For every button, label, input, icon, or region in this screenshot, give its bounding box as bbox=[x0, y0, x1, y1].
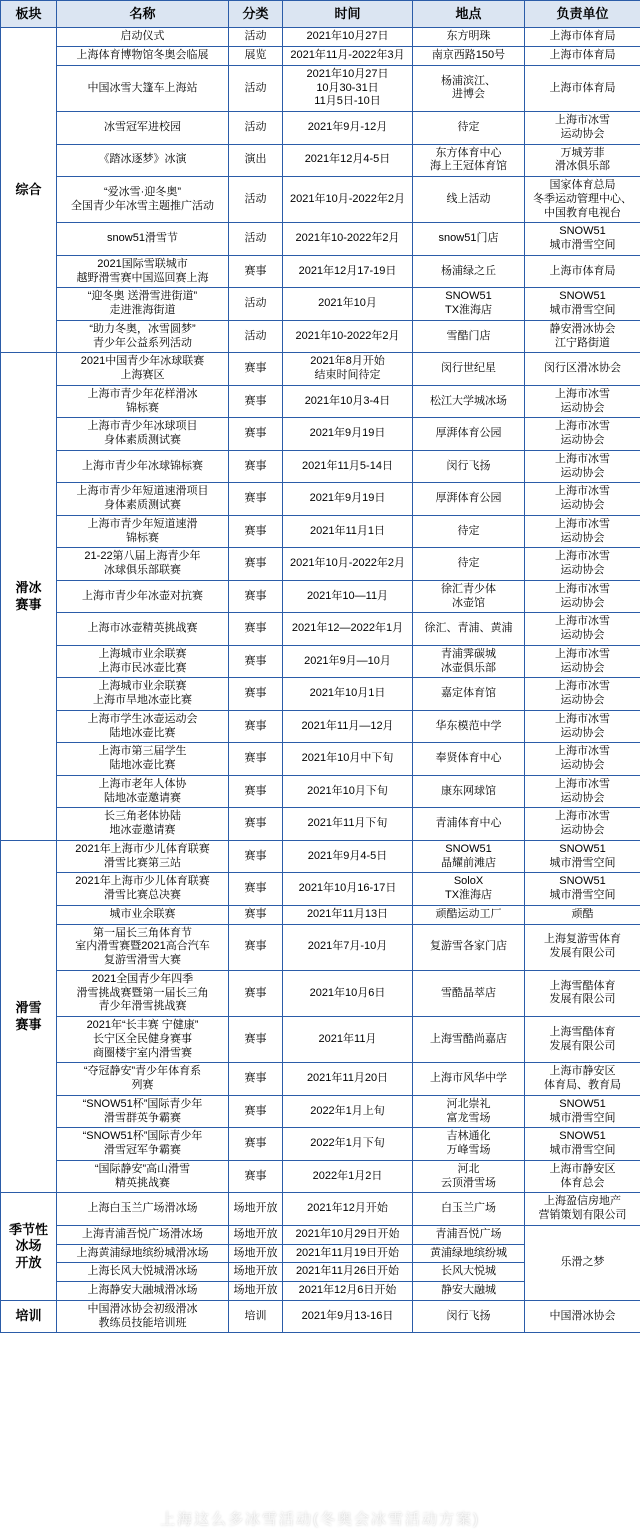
event-place-cell: 闵行飞扬 bbox=[413, 450, 525, 483]
event-category-cell: 场地开放 bbox=[229, 1263, 283, 1282]
event-name-cell: 城市业余联赛 bbox=[57, 905, 229, 924]
event-place-cell: 杨浦滨江、 进博会 bbox=[413, 65, 525, 111]
table-row bbox=[1, 1225, 640, 1244]
event-organizer-cell: 上海市冰雪 运动协会 bbox=[525, 775, 640, 808]
event-organizer-cell: 闵行区滑冰协会 bbox=[525, 353, 640, 386]
event-organizer-cell: 上海市冰雪 运动协会 bbox=[525, 450, 640, 483]
event-place-cell: 待定 bbox=[413, 515, 525, 548]
table-row bbox=[1, 1160, 640, 1193]
event-time-cell: 2021年11月—12月 bbox=[283, 710, 413, 743]
event-category-cell: 场地开放 bbox=[229, 1225, 283, 1244]
event-name-cell: 第一届长三角体育节 室内滑雪赛暨2021高合汽车 复游雪滑雪大赛 bbox=[57, 924, 229, 970]
table-row bbox=[1, 580, 640, 613]
event-category-cell: 赛事 bbox=[229, 808, 283, 841]
event-place-cell: 雪酷晶萃店 bbox=[413, 970, 525, 1016]
event-category-cell: 赛事 bbox=[229, 483, 283, 516]
event-name-cell: “SNOW51杯”国际青少年 滑雪冠军争霸赛 bbox=[57, 1128, 229, 1161]
event-time-cell: 2021年10-2022年2月 bbox=[283, 223, 413, 256]
event-name-cell: 上海静安大融城滑冰场 bbox=[57, 1282, 229, 1301]
event-place-cell: 厚湃体育公园 bbox=[413, 418, 525, 451]
event-time-cell: 2021年10月中下旬 bbox=[283, 743, 413, 776]
event-name-cell: 上海市青少年短道速滑 锦标赛 bbox=[57, 515, 229, 548]
header-time: 时间 bbox=[283, 1, 413, 28]
table-row bbox=[1, 1063, 640, 1096]
event-category-cell: 赛事 bbox=[229, 1128, 283, 1161]
event-place-cell: 嘉定体育馆 bbox=[413, 678, 525, 711]
table-row bbox=[1, 320, 640, 353]
event-organizer-cell: 上海市冰雪 运动协会 bbox=[525, 515, 640, 548]
event-category-cell: 赛事 bbox=[229, 1063, 283, 1096]
event-organizer-cell: 上海复游雪体育 发展有限公司 bbox=[525, 924, 640, 970]
event-name-cell: “国际静安”高山滑雪 精英挑战赛 bbox=[57, 1160, 229, 1193]
event-place-cell: 上海市风华中学 bbox=[413, 1063, 525, 1096]
event-name-cell: 中国冰雪大篷车上海站 bbox=[57, 65, 229, 111]
event-name-cell: 2021年上海市少儿体育联赛 滑雪比赛第三站 bbox=[57, 840, 229, 873]
event-name-cell: “迎冬奥 送滑雪进街道” 走进淮海街道 bbox=[57, 288, 229, 321]
event-time-cell: 2021年10月 bbox=[283, 288, 413, 321]
event-category-cell: 活动 bbox=[229, 177, 283, 223]
event-category-cell: 场地开放 bbox=[229, 1244, 283, 1263]
event-name-cell: 启动仪式 bbox=[57, 28, 229, 47]
event-organizer-cell: 上海市冰雪 运动协会 bbox=[525, 743, 640, 776]
event-time-cell: 2021年8月开始 结束时间待定 bbox=[283, 353, 413, 386]
event-category-cell: 赛事 bbox=[229, 1160, 283, 1193]
event-time-cell: 2021年11月-2022年3月 bbox=[283, 47, 413, 66]
table-row bbox=[1, 450, 640, 483]
event-category-cell: 演出 bbox=[229, 144, 283, 177]
event-time-cell: 2021年9月19日 bbox=[283, 418, 413, 451]
table-row bbox=[1, 743, 640, 776]
table-row bbox=[1, 548, 640, 581]
event-time-cell: 2021年10月16-17日 bbox=[283, 873, 413, 906]
event-name-cell: “夺冠静安”青少年体育系 列赛 bbox=[57, 1063, 229, 1096]
event-name-cell: 长三角老体协陆 地冰壶邀请赛 bbox=[57, 808, 229, 841]
event-place-cell: 奉贤体育中心 bbox=[413, 743, 525, 776]
board-cell: 培训 bbox=[1, 1300, 57, 1333]
table-body bbox=[1, 28, 640, 1333]
event-category-cell: 场地开放 bbox=[229, 1193, 283, 1226]
event-place-cell: 顽酷运动工厂 bbox=[413, 905, 525, 924]
event-organizer-cell: 中国滑冰协会 bbox=[525, 1300, 640, 1333]
event-place-cell: 雪酷门店 bbox=[413, 320, 525, 353]
event-category-cell: 赛事 bbox=[229, 970, 283, 1016]
event-organizer-cell: 上海市冰雪 运动协会 bbox=[525, 580, 640, 613]
board-cell: 季节性 冰场 开放 bbox=[1, 1193, 57, 1301]
event-name-cell: 上海青浦吾悦广场滑冰场 bbox=[57, 1225, 229, 1244]
event-place-cell: snow51门店 bbox=[413, 223, 525, 256]
event-place-cell: 河北崇礼 富龙雪场 bbox=[413, 1095, 525, 1128]
event-name-cell: 上海市第三届学生 陆地冰壶比赛 bbox=[57, 743, 229, 776]
table-row bbox=[1, 223, 640, 256]
event-time-cell: 2022年1月2日 bbox=[283, 1160, 413, 1193]
event-name-cell: 上海城市业余联赛 上海市民冰壶比赛 bbox=[57, 645, 229, 678]
header-organizer: 负责单位 bbox=[525, 1, 640, 28]
event-time-cell: 2021年10月下旬 bbox=[283, 775, 413, 808]
event-time-cell: 2021年10月27日 10月30-31日 11月5日-10日 bbox=[283, 65, 413, 111]
event-place-cell: 青浦体育中心 bbox=[413, 808, 525, 841]
event-time-cell: 2021年7月-10月 bbox=[283, 924, 413, 970]
event-name-cell: 2021国际雪联城市 越野滑雪赛中国巡回赛上海 bbox=[57, 255, 229, 288]
event-place-cell: 白玉兰广场 bbox=[413, 1193, 525, 1226]
event-place-cell: 青浦吾悦广场 bbox=[413, 1225, 525, 1244]
event-organizer-cell: 上海市冰雪 运动协会 bbox=[525, 808, 640, 841]
event-organizer-cell: 上海市冰雪 运动协会 bbox=[525, 548, 640, 581]
event-organizer-cell: SNOW51 城市滑雪空间 bbox=[525, 1095, 640, 1128]
table-row bbox=[1, 47, 640, 66]
event-place-cell: 厚湃体育公园 bbox=[413, 483, 525, 516]
event-name-cell: 上海黄浦绿地缤纷城滑冰场 bbox=[57, 1244, 229, 1263]
event-organizer-cell: 上海市体育局 bbox=[525, 255, 640, 288]
event-organizer-cell: 上海雪酷体育 发展有限公司 bbox=[525, 1017, 640, 1063]
event-organizer-cell: SNOW51 城市滑雪空间 bbox=[525, 840, 640, 873]
event-time-cell: 2021年10—11月 bbox=[283, 580, 413, 613]
event-time-cell: 2021年11月19日开始 bbox=[283, 1244, 413, 1263]
event-time-cell: 2021年11月20日 bbox=[283, 1063, 413, 1096]
header-row bbox=[1, 1, 640, 28]
table-row bbox=[1, 613, 640, 646]
event-time-cell: 2021年10月6日 bbox=[283, 970, 413, 1016]
event-category-cell: 赛事 bbox=[229, 418, 283, 451]
event-time-cell: 2021年12月开始 bbox=[283, 1193, 413, 1226]
event-time-cell: 2021年12月6日开始 bbox=[283, 1282, 413, 1301]
event-place-cell: 东方体育中心 海上王冠体育馆 bbox=[413, 144, 525, 177]
event-place-cell: 东方明珠 bbox=[413, 28, 525, 47]
event-time-cell: 2021年12月17-19日 bbox=[283, 255, 413, 288]
event-place-cell: 徐汇、青浦、黄浦 bbox=[413, 613, 525, 646]
event-category-cell: 赛事 bbox=[229, 580, 283, 613]
table-row bbox=[1, 28, 640, 47]
event-organizer-cell: SNOW51 城市滑雪空间 bbox=[525, 223, 640, 256]
event-category-cell: 赛事 bbox=[229, 678, 283, 711]
event-category-cell: 活动 bbox=[229, 223, 283, 256]
event-organizer-cell: 上海市体育局 bbox=[525, 65, 640, 111]
event-name-cell: 上海市青少年冰球锦标赛 bbox=[57, 450, 229, 483]
event-name-cell: 冰雪冠军进校园 bbox=[57, 112, 229, 145]
table-header bbox=[1, 1, 640, 28]
event-organizer-cell: 静安滑冰协会 江宁路街道 bbox=[525, 320, 640, 353]
table-row bbox=[1, 353, 640, 386]
event-category-cell: 赛事 bbox=[229, 710, 283, 743]
event-category-cell: 赛事 bbox=[229, 840, 283, 873]
event-name-cell: 上海长风大悦城滑冰场 bbox=[57, 1263, 229, 1282]
event-organizer-cell: 上海雪酷体育 发展有限公司 bbox=[525, 970, 640, 1016]
event-name-cell: 上海市青少年冰壶对抗赛 bbox=[57, 580, 229, 613]
event-category-cell: 赛事 bbox=[229, 353, 283, 386]
header-category: 分类 bbox=[229, 1, 283, 28]
table-row bbox=[1, 1193, 640, 1226]
event-place-cell: 待定 bbox=[413, 112, 525, 145]
table-row bbox=[1, 483, 640, 516]
event-category-cell: 活动 bbox=[229, 112, 283, 145]
event-time-cell: 2021年12月4-5日 bbox=[283, 144, 413, 177]
event-name-cell: 上海市老年人体协 陆地冰壶邀请赛 bbox=[57, 775, 229, 808]
table-row bbox=[1, 1095, 640, 1128]
event-time-cell: 2021年11月26日开始 bbox=[283, 1263, 413, 1282]
event-name-cell: 上海体育博物馆冬奥会临展 bbox=[57, 47, 229, 66]
table-row bbox=[1, 385, 640, 418]
event-time-cell: 2022年1月下旬 bbox=[283, 1128, 413, 1161]
event-category-cell: 赛事 bbox=[229, 775, 283, 808]
event-category-cell: 培训 bbox=[229, 1300, 283, 1333]
event-name-cell: 《踏冰逐梦》冰演 bbox=[57, 144, 229, 177]
event-time-cell: 2021年9月13-16日 bbox=[283, 1300, 413, 1333]
event-place-cell: 闵行世纪星 bbox=[413, 353, 525, 386]
table-row bbox=[1, 873, 640, 906]
table-row bbox=[1, 1017, 640, 1063]
event-time-cell: 2021年9月-12月 bbox=[283, 112, 413, 145]
event-category-cell: 赛事 bbox=[229, 645, 283, 678]
header-place: 地点 bbox=[413, 1, 525, 28]
event-time-cell: 2021年10月-2022年2月 bbox=[283, 177, 413, 223]
event-category-cell: 展览 bbox=[229, 47, 283, 66]
table-row bbox=[1, 144, 640, 177]
event-place-cell: SNOW51 晶耀前滩店 bbox=[413, 840, 525, 873]
table-row bbox=[1, 645, 640, 678]
event-organizer-cell: 上海市冰雪 运动协会 bbox=[525, 678, 640, 711]
table-row bbox=[1, 678, 640, 711]
event-place-cell: SNOW51 TX淮海店 bbox=[413, 288, 525, 321]
event-place-cell: 静安大融城 bbox=[413, 1282, 525, 1301]
event-category-cell: 活动 bbox=[229, 288, 283, 321]
event-organizer-cell: 上海市静安区 体育局、教育局 bbox=[525, 1063, 640, 1096]
event-place-cell: 长风大悦城 bbox=[413, 1263, 525, 1282]
event-organizer-cell: 上海市体育局 bbox=[525, 28, 640, 47]
event-name-cell: 2021年“长丰赛 宁健康” 长宁区全民健身赛事 商圈楼宇室内滑雪赛 bbox=[57, 1017, 229, 1063]
event-organizer-cell: 乐滑之梦 bbox=[525, 1225, 640, 1300]
board-cell: 综合 bbox=[1, 28, 57, 353]
event-name-cell: 上海白玉兰广场滑冰场 bbox=[57, 1193, 229, 1226]
event-category-cell: 赛事 bbox=[229, 515, 283, 548]
event-organizer-cell: 上海市冰雪 运动协会 bbox=[525, 613, 640, 646]
table-row bbox=[1, 418, 640, 451]
event-category-cell: 活动 bbox=[229, 65, 283, 111]
event-time-cell: 2021年11月下旬 bbox=[283, 808, 413, 841]
event-name-cell: 上海市青少年冰球项目 身体素质测试赛 bbox=[57, 418, 229, 451]
event-time-cell: 2021年10月3-4日 bbox=[283, 385, 413, 418]
event-place-cell: 黄浦绿地缤纷城 bbox=[413, 1244, 525, 1263]
event-organizer-cell: 上海市冰雪 运动协会 bbox=[525, 112, 640, 145]
table-row bbox=[1, 808, 640, 841]
table-row bbox=[1, 710, 640, 743]
event-place-cell: 杨浦绿之丘 bbox=[413, 255, 525, 288]
table-row bbox=[1, 970, 640, 1016]
event-name-cell: 上海市学生冰壶运动会 陆地冰壶比赛 bbox=[57, 710, 229, 743]
event-organizer-cell: 上海市冰雪 运动协会 bbox=[525, 483, 640, 516]
event-category-cell: 赛事 bbox=[229, 924, 283, 970]
event-place-cell: 青浦霁碳城 冰壶俱乐部 bbox=[413, 645, 525, 678]
event-category-cell: 活动 bbox=[229, 320, 283, 353]
event-place-cell: 华东模范中学 bbox=[413, 710, 525, 743]
event-category-cell: 赛事 bbox=[229, 1017, 283, 1063]
event-place-cell: 河北 云顶滑雪场 bbox=[413, 1160, 525, 1193]
table-row bbox=[1, 840, 640, 873]
event-organizer-cell: 上海市静安区 体育总会 bbox=[525, 1160, 640, 1193]
event-organizer-cell: SNOW51 城市滑雪空间 bbox=[525, 1128, 640, 1161]
event-category-cell: 赛事 bbox=[229, 873, 283, 906]
event-name-cell: 上海市冰壶精英挑战赛 bbox=[57, 613, 229, 646]
event-place-cell: 上海雪酷尚嘉店 bbox=[413, 1017, 525, 1063]
table-row bbox=[1, 65, 640, 111]
event-time-cell: 2021年10月-2022年2月 bbox=[283, 548, 413, 581]
header-board: 板块 bbox=[1, 1, 57, 28]
event-name-cell: 2021全国青少年四季 滑雪挑战赛暨第一届长三角 青少年滑雪挑战赛 bbox=[57, 970, 229, 1016]
event-time-cell: 2021年10月1日 bbox=[283, 678, 413, 711]
event-organizer-cell: 上海市冰雪 运动协会 bbox=[525, 418, 640, 451]
event-organizer-cell: 上海市冰雪 运动协会 bbox=[525, 645, 640, 678]
event-name-cell: 中国滑冰协会初级滑冰 教练员技能培训班 bbox=[57, 1300, 229, 1333]
watermark-text: 上海这么多冰雪活动(冬奥会冰雪活动方案) bbox=[160, 1511, 480, 1528]
event-time-cell: 2021年10-2022年2月 bbox=[283, 320, 413, 353]
event-name-cell: “SNOW51杯”国际青少年 滑雪群英争霸赛 bbox=[57, 1095, 229, 1128]
table-row bbox=[1, 255, 640, 288]
event-name-cell: 21-22第八届上海青少年 冰球俱乐部联赛 bbox=[57, 548, 229, 581]
event-name-cell: “助力冬奥，冰雪圆梦” 青少年公益系列活动 bbox=[57, 320, 229, 353]
event-category-cell: 赛事 bbox=[229, 905, 283, 924]
event-organizer-cell: 上海市体育局 bbox=[525, 47, 640, 66]
event-place-cell: 徐汇青少体 冰壶馆 bbox=[413, 580, 525, 613]
table-row bbox=[1, 905, 640, 924]
event-name-cell: 2021中国青少年冰球联赛 上海赛区 bbox=[57, 353, 229, 386]
event-organizer-cell: 国家体育总局 冬季运动管理中心、 中国教育电视台 bbox=[525, 177, 640, 223]
event-place-cell: 线上活动 bbox=[413, 177, 525, 223]
event-time-cell: 2021年11月1日 bbox=[283, 515, 413, 548]
event-time-cell: 2021年12—2022年1月 bbox=[283, 613, 413, 646]
event-organizer-cell: 上海市冰雪 运动协会 bbox=[525, 710, 640, 743]
event-place-cell: 松江大学城冰场 bbox=[413, 385, 525, 418]
event-name-cell: 上海市青少年花样滑冰 锦标赛 bbox=[57, 385, 229, 418]
event-organizer-cell: SNOW51 城市滑雪空间 bbox=[525, 873, 640, 906]
event-organizer-cell: 顽酷 bbox=[525, 905, 640, 924]
table-row bbox=[1, 924, 640, 970]
event-category-cell: 赛事 bbox=[229, 255, 283, 288]
table-row bbox=[1, 288, 640, 321]
event-category-cell: 赛事 bbox=[229, 450, 283, 483]
event-time-cell: 2022年1月上旬 bbox=[283, 1095, 413, 1128]
table-row bbox=[1, 1300, 640, 1333]
event-name-cell: 上海城市业余联赛 上海市旱地冰壶比赛 bbox=[57, 678, 229, 711]
event-category-cell: 活动 bbox=[229, 28, 283, 47]
event-time-cell: 2021年11月13日 bbox=[283, 905, 413, 924]
event-name-cell: 2021年上海市少儿体育联赛 滑雪比赛总决赛 bbox=[57, 873, 229, 906]
event-place-cell: 复游雪各家门店 bbox=[413, 924, 525, 970]
event-time-cell: 2021年9月4-5日 bbox=[283, 840, 413, 873]
event-time-cell: 2021年11月 bbox=[283, 1017, 413, 1063]
table-row bbox=[1, 1128, 640, 1161]
event-category-cell: 赛事 bbox=[229, 743, 283, 776]
event-name-cell: “爱冰雪·迎冬奥” 全国青少年冰雪主题推广活动 bbox=[57, 177, 229, 223]
event-place-cell: 吉林通化 万峰雪场 bbox=[413, 1128, 525, 1161]
event-time-cell: 2021年10月27日 bbox=[283, 28, 413, 47]
table-row bbox=[1, 177, 640, 223]
event-place-cell: SoloX TX淮海店 bbox=[413, 873, 525, 906]
event-name-cell: 上海市青少年短道速滑项目 身体素质测试赛 bbox=[57, 483, 229, 516]
board-cell: 滑冰 赛事 bbox=[1, 353, 57, 841]
event-place-cell: 康东网球馆 bbox=[413, 775, 525, 808]
event-category-cell: 场地开放 bbox=[229, 1282, 283, 1301]
event-time-cell: 2021年9月19日 bbox=[283, 483, 413, 516]
event-category-cell: 赛事 bbox=[229, 1095, 283, 1128]
board-cell: 滑雪 赛事 bbox=[1, 840, 57, 1193]
table-row bbox=[1, 112, 640, 145]
event-time-cell: 2021年11月5-14日 bbox=[283, 450, 413, 483]
event-place-cell: 闵行飞扬 bbox=[413, 1300, 525, 1333]
table-row bbox=[1, 515, 640, 548]
event-category-cell: 赛事 bbox=[229, 385, 283, 418]
event-organizer-cell: SNOW51 城市滑雪空间 bbox=[525, 288, 640, 321]
event-place-cell: 南京西路150号 bbox=[413, 47, 525, 66]
event-place-cell: 待定 bbox=[413, 548, 525, 581]
event-organizer-cell: 万城芳菲 滑冰俱乐部 bbox=[525, 144, 640, 177]
event-organizer-cell: 上海市冰雪 运动协会 bbox=[525, 385, 640, 418]
event-category-cell: 赛事 bbox=[229, 548, 283, 581]
event-name-cell: snow51滑雪节 bbox=[57, 223, 229, 256]
table-row bbox=[1, 775, 640, 808]
event-category-cell: 赛事 bbox=[229, 613, 283, 646]
event-organizer-cell: 上海盈信房地产 营销策划有限公司 bbox=[525, 1193, 640, 1226]
event-time-cell: 2021年9月—10月 bbox=[283, 645, 413, 678]
header-name: 名称 bbox=[57, 1, 229, 28]
event-time-cell: 2021年10月29日开始 bbox=[283, 1225, 413, 1244]
